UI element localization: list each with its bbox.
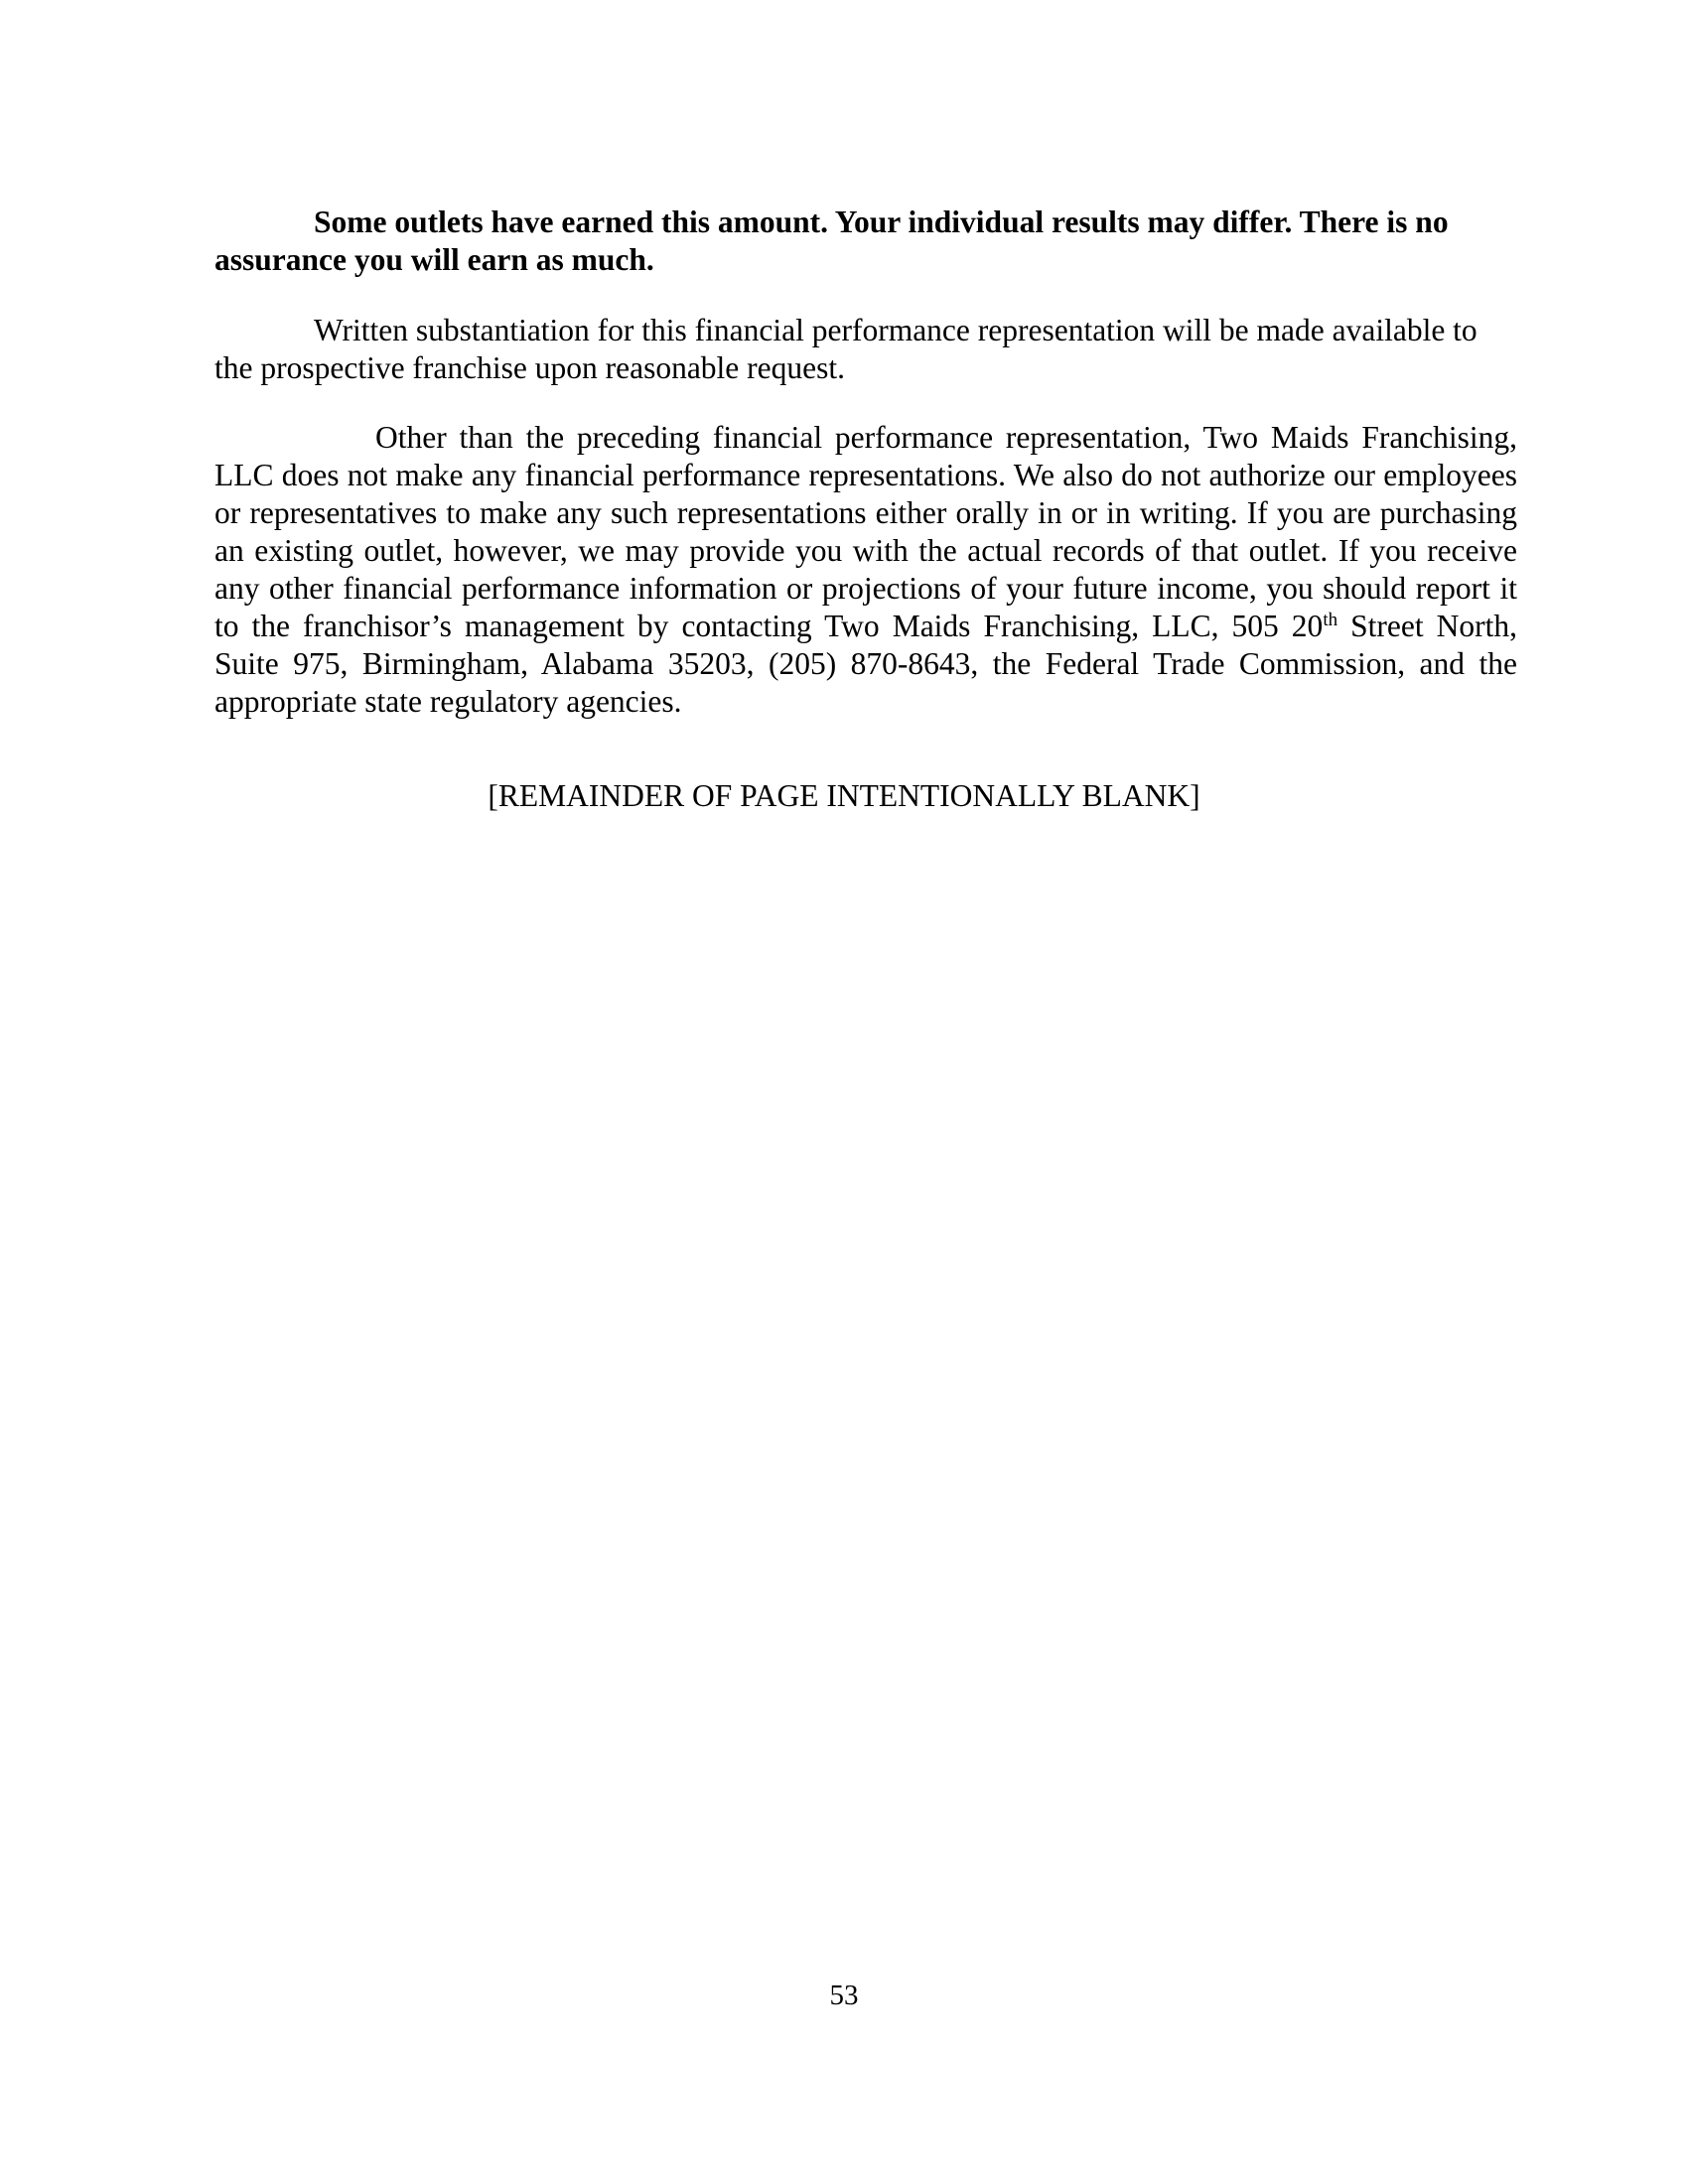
substantiation-paragraph: Written substantiation for this financial performance representation will be made available to the prospective franchise upon reasonable request.	[214, 313, 1477, 385]
financial-representation-paragraph	[214, 419, 1517, 721]
remainder-blank-notice: [REMAINDER OF PAGE INTENTIONALLY BLANK]	[488, 778, 1200, 813]
paragraph-text-part-1: Other than the preceding financial performance representation, Two Maids Franchising, LLC does not make any financial performance representations. We also do not authorize our employees or representatives to make any such representations either orally in or in writing. If you are purchasing an existing outlet, however, we may provide you with the actual records of that outlet. If you receive any other financial performance information or projections of your future income, you should report it to the franchisor’s management by contacting Two Maids Franchising, LLC, 505 20	[214, 420, 1517, 643]
bold-disclaimer-paragraph: Some outlets have earned this amount. Your individual results may differ. There is no assurance you will earn as much.	[214, 205, 1449, 277]
document-body	[214, 204, 1517, 721]
ordinal-superscript: th	[1323, 610, 1338, 630]
paragraph-text-part-2: Street North, Suite 975, Birmingham, Alabama 35203, (205) 870-8643, the Federal Trade Commission, and the appropriate state regulatory agencies.	[214, 609, 1518, 719]
page-number: 53	[829, 1979, 859, 2011]
